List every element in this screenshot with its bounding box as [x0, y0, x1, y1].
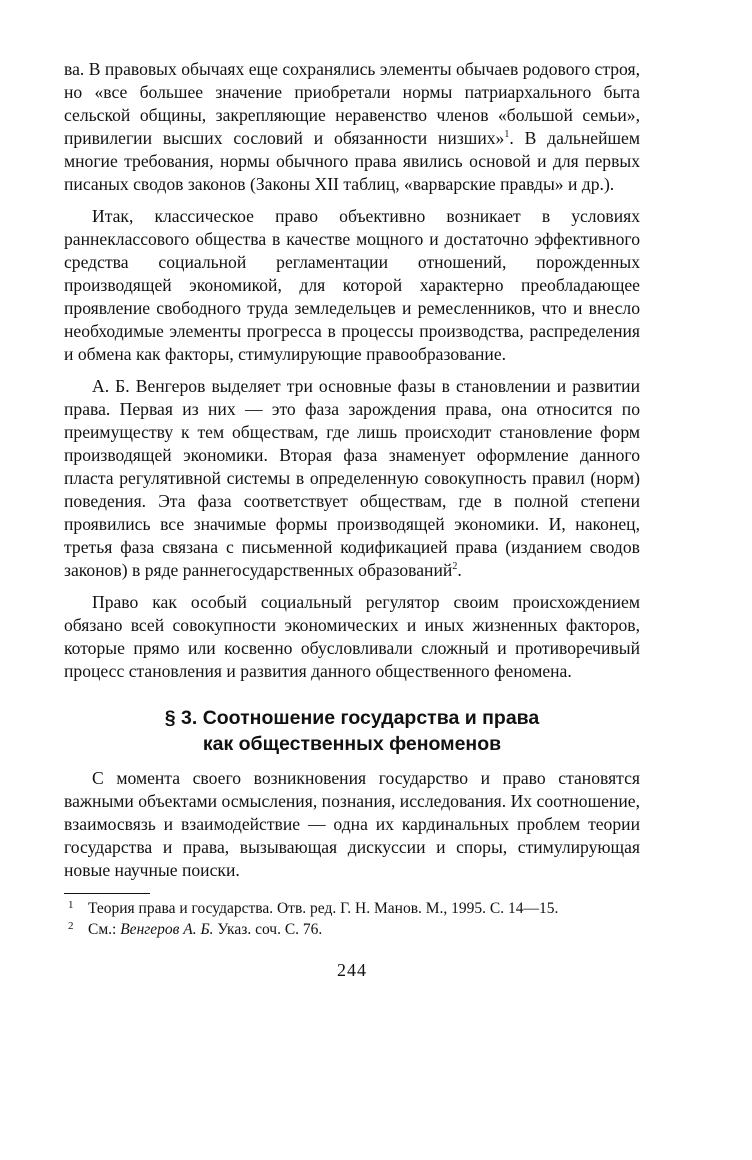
paragraph-1-tail: . В дальнейшем многие требования, нормы обычного права явились основой и для первых писаных сводов законов (Законы XII таблиц, «варварские правды» и др.). — [64, 128, 641, 194]
footnote-ref-2: 2 — [452, 561, 458, 573]
paragraph-2: Итак, классическое право объективно возникает в условиях раннеклассового общества в качестве мощного и достаточно эффективного средства социальной регламентации отношений, порожденных производящей экономикой, для которой характерно преобладающее проявление свободного труда земледельцев и ремесленников, что и внесло необходимые элементы прогресса в процессы производства, распределения и обмена как факторы, стимулирующие правообразование. — [64, 206, 640, 364]
footnote-divider — [64, 893, 150, 894]
paragraph-3-text: А. Б. Венгеров выделяет три основные фазы в становлении и развитии права. Первая из них — это фаза зарождения права, она относится по преимуществу к тем обществам, где лишь происходит становление форм производящей экономики. Вторая фаза знаменует оформление данного пласта регулятивной системы в определенную совокупность правил (норм) поведения. Эта фаза соответствует обществам, где в полной степени проявились все значимые формы производящей экономики. И, наконец, третья фаза связана с письменной кодификацией права (изданием сводов законов) в ряде раннегосударственных образований — [64, 376, 640, 580]
section-paragraph: С момента своего возникновения государство и право становятся важными объектами осмысления, познания, исследования. Их соотношение, взаимосвязь и взаимодействие — одна их кардинальных проблем теории государства и права, вызывающая дискуссии и споры, стимулирующая новые научные поиски. — [64, 768, 640, 880]
footnote-2-mark: 2 — [68, 920, 74, 932]
footnote-1-text: Теория права и государства. Отв. ред. Г. Н. Манов. М., 1995. С. 14—15. — [88, 900, 559, 917]
footnote-2-prefix: См.: — [88, 921, 121, 938]
footnote-1 — [64, 898, 640, 919]
footnotes — [64, 898, 640, 940]
section-heading-line-2: как общественных феноменов — [202, 733, 502, 755]
paragraph-3 — [64, 375, 640, 582]
section-heading — [64, 705, 640, 757]
footnote-2 — [64, 919, 640, 940]
footnote-2-text: Указ. соч. С. 76. — [213, 921, 323, 938]
footnote-2-author: Венгеров А. Б. — [120, 921, 214, 938]
paragraph-4: Право как особый социальный регулятор своим происхождением обязано всей совокупности экономических и иных жизненных факторов, которые прямо или косвенно обусловливали сложный и противоречивый процесс становления и развития данного общественного феномена. — [64, 592, 640, 681]
footnote-1-mark: 1 — [68, 899, 74, 911]
footnote-ref-1: 1 — [504, 129, 510, 141]
paragraph-1 — [64, 58, 640, 196]
paragraph-3-tail: . — [457, 560, 462, 580]
book-page — [64, 58, 640, 981]
footnote-2-body — [88, 919, 322, 940]
paragraph-1-text: ва. В правовых обычаях еще сохранялись элементы обычаев родового строя, но «все большее значение приобретали нормы патриархального быта сельской общины, закрепляющие неравенство членов «большой семьи», привилегии высших сословий и обязанности низших» — [64, 59, 640, 148]
page-number: 244 — [337, 960, 367, 980]
section-heading-line-1: § 3. Соотношение государства и права — [164, 707, 540, 729]
